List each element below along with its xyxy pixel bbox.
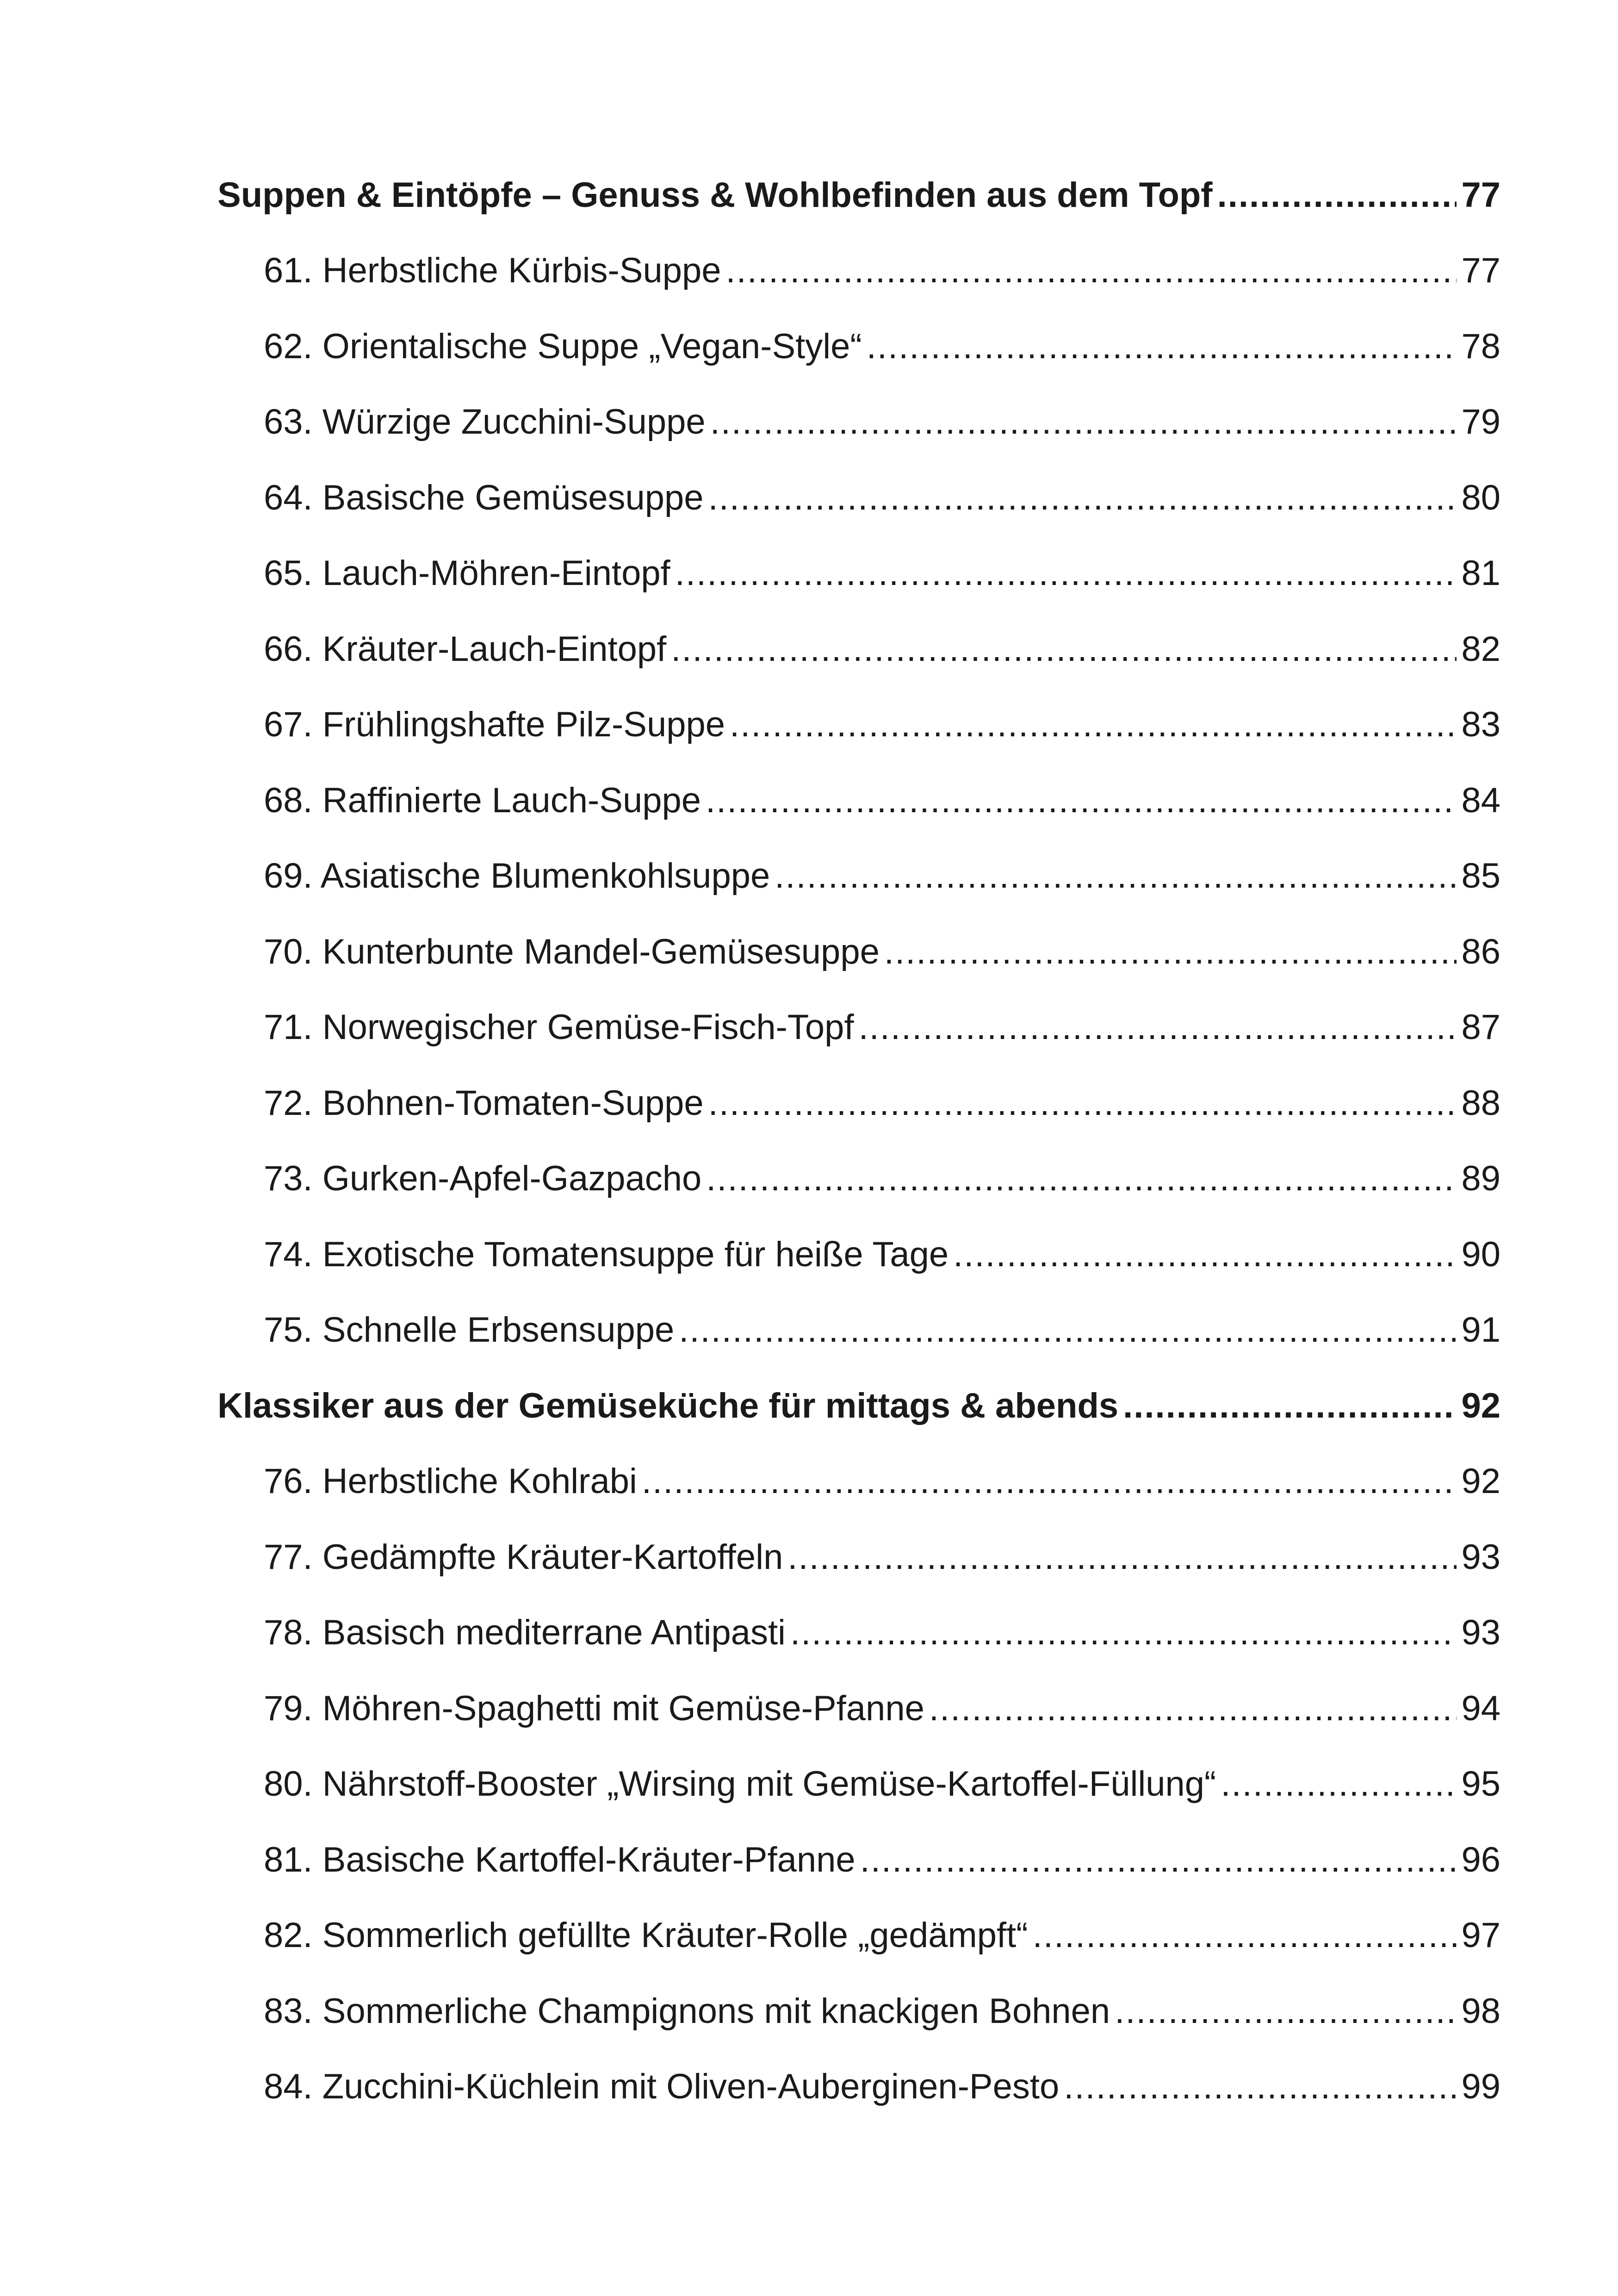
dot-leader — [860, 1842, 1457, 1878]
page-number: 77 — [1461, 175, 1500, 215]
dot-leader — [775, 859, 1457, 894]
page-number: 80 — [1461, 478, 1500, 517]
page-number: 99 — [1461, 2067, 1500, 2107]
dot-leader — [1217, 178, 1457, 213]
dot-leader — [1033, 1918, 1457, 1953]
toc-entry[interactable] — [217, 1519, 1500, 1595]
entry-title: 75. Schnelle Erbsensuppe — [264, 1310, 675, 1350]
dot-leader — [1115, 1994, 1457, 2029]
page-number: 89 — [1461, 1159, 1500, 1199]
page-number: 96 — [1461, 1840, 1500, 1879]
toc-entry[interactable] — [217, 1217, 1500, 1293]
page-number: 93 — [1461, 1537, 1500, 1577]
toc-entry[interactable] — [217, 990, 1500, 1066]
entry-title: 68. Raffinierte Lauch-Suppe — [264, 780, 701, 820]
entry-title: 76. Herbstliche Kohlrabi — [264, 1462, 637, 1501]
toc-entry[interactable] — [217, 1293, 1500, 1369]
section-title: Suppen & Eintöpfe – Genuss & Wohlbefinden aus dem Topf — [217, 175, 1213, 215]
page-number: 78 — [1461, 326, 1500, 366]
entry-title: 79. Möhren-Spaghetti mit Gemüse-Pfanne — [264, 1688, 924, 1728]
entry-title: 70. Kunterbunte Mandel-Gemüsesuppe — [264, 932, 880, 971]
dot-leader — [929, 1691, 1457, 1726]
toc-entry[interactable] — [217, 2049, 1500, 2125]
entry-title: 67. Frühlingshafte Pilz-Suppe — [264, 705, 725, 745]
dot-leader — [787, 1540, 1457, 1575]
entry-title: 72. Bohnen-Tomaten-Suppe — [264, 1083, 704, 1123]
dot-leader — [1064, 2069, 1457, 2104]
entry-title: 63. Würzige Zucchini-Suppe — [264, 402, 706, 442]
dot-leader — [706, 783, 1457, 818]
dot-leader — [790, 1615, 1457, 1650]
page-number: 93 — [1461, 1613, 1500, 1653]
toc-entry[interactable] — [217, 1973, 1500, 2049]
dot-leader — [953, 1237, 1457, 1272]
toc-section-heading[interactable] — [217, 1368, 1500, 1444]
page-number: 84 — [1461, 780, 1500, 820]
dot-leader — [671, 632, 1457, 667]
toc-entry[interactable] — [217, 1747, 1500, 1823]
page-number: 77 — [1461, 251, 1500, 291]
entry-title: 84. Zucchini-Küchlein mit Oliven-Auberginen-Pesto — [264, 2067, 1060, 2107]
page-number: 85 — [1461, 856, 1500, 896]
page-number: 82 — [1461, 629, 1500, 669]
dot-leader — [679, 1313, 1457, 1348]
toc-section-heading[interactable] — [217, 157, 1500, 233]
entry-title: 78. Basisch mediterrane Antipasti — [264, 1613, 786, 1653]
toc-entry[interactable] — [217, 309, 1500, 385]
toc-entry[interactable] — [217, 536, 1500, 612]
entry-title: 74. Exotische Tomatensuppe für heiße Tage — [264, 1234, 949, 1274]
dot-leader — [710, 404, 1457, 440]
toc-entry[interactable] — [217, 687, 1500, 763]
entry-title: 69. Asiatische Blumenkohlsuppe — [264, 856, 770, 896]
section-title: Klassiker aus der Gemüseküche für mittags & abends — [217, 1386, 1119, 1425]
page-number: 81 — [1461, 554, 1500, 593]
toc-entry[interactable] — [217, 839, 1500, 915]
page-number: 79 — [1461, 402, 1500, 442]
toc-entry[interactable] — [217, 1065, 1500, 1141]
toc-entry[interactable] — [217, 460, 1500, 536]
page-number: 90 — [1461, 1234, 1500, 1274]
entry-title: 82. Sommerlich gefüllte Kräuter-Rolle „gedämpft“ — [264, 1916, 1028, 1955]
entry-title: 65. Lauch-Möhren-Eintopf — [264, 554, 670, 593]
page-number: 86 — [1461, 932, 1500, 971]
dot-leader — [1123, 1388, 1457, 1424]
entry-title: 83. Sommerliche Champignons mit knackigen Bohnen — [264, 1991, 1110, 2031]
toc-entry[interactable] — [217, 914, 1500, 990]
toc-entry[interactable] — [217, 1671, 1500, 1747]
entry-title: 61. Herbstliche Kürbis-Suppe — [264, 251, 721, 291]
entry-title: 80. Nährstoff-Booster „Wirsing mit Gemüse-Kartoffel-Füllung“ — [264, 1764, 1216, 1804]
dot-leader — [726, 253, 1457, 288]
dot-leader — [884, 934, 1457, 970]
entry-title: 77. Gedämpfte Kräuter-Kartoffeln — [264, 1537, 783, 1577]
toc-entry[interactable] — [217, 233, 1500, 309]
page-number: 98 — [1461, 1991, 1500, 2031]
table-of-contents — [217, 157, 1500, 2125]
dot-leader — [708, 1086, 1457, 1121]
page-number: 91 — [1461, 1310, 1500, 1350]
toc-entry[interactable] — [217, 1898, 1500, 1974]
dot-leader — [708, 480, 1457, 516]
entry-title: 64. Basische Gemüsesuppe — [264, 478, 704, 517]
page-number: 95 — [1461, 1764, 1500, 1804]
entry-title: 71. Norwegischer Gemüse-Fisch-Topf — [264, 1008, 854, 1047]
entry-title: 81. Basische Kartoffel-Kräuter-Pfanne — [264, 1840, 855, 1879]
dot-leader — [706, 1161, 1457, 1196]
toc-entry[interactable] — [217, 1822, 1500, 1898]
toc-entry[interactable] — [217, 1595, 1500, 1671]
dot-leader — [1221, 1767, 1457, 1802]
page-number: 87 — [1461, 1008, 1500, 1047]
dot-leader — [867, 329, 1457, 364]
entry-title: 66. Kräuter-Lauch-Eintopf — [264, 629, 667, 669]
entry-title: 62. Orientalische Suppe „Vegan-Style“ — [264, 326, 862, 366]
toc-entry[interactable] — [217, 385, 1500, 460]
dot-leader — [642, 1464, 1457, 1499]
page-number: 94 — [1461, 1688, 1500, 1728]
toc-entry[interactable] — [217, 1141, 1500, 1217]
page-number: 88 — [1461, 1083, 1500, 1123]
entry-title: 73. Gurken-Apfel-Gazpacho — [264, 1159, 702, 1199]
dot-leader — [730, 707, 1457, 742]
page-number: 83 — [1461, 705, 1500, 745]
dot-leader — [859, 1010, 1457, 1045]
dot-leader — [675, 556, 1457, 591]
page-number: 97 — [1461, 1916, 1500, 1955]
toc-entry[interactable] — [217, 611, 1500, 687]
toc-entry[interactable] — [217, 763, 1500, 839]
page-number: 92 — [1461, 1462, 1500, 1501]
page-number: 92 — [1461, 1386, 1500, 1425]
toc-entry[interactable] — [217, 1444, 1500, 1520]
